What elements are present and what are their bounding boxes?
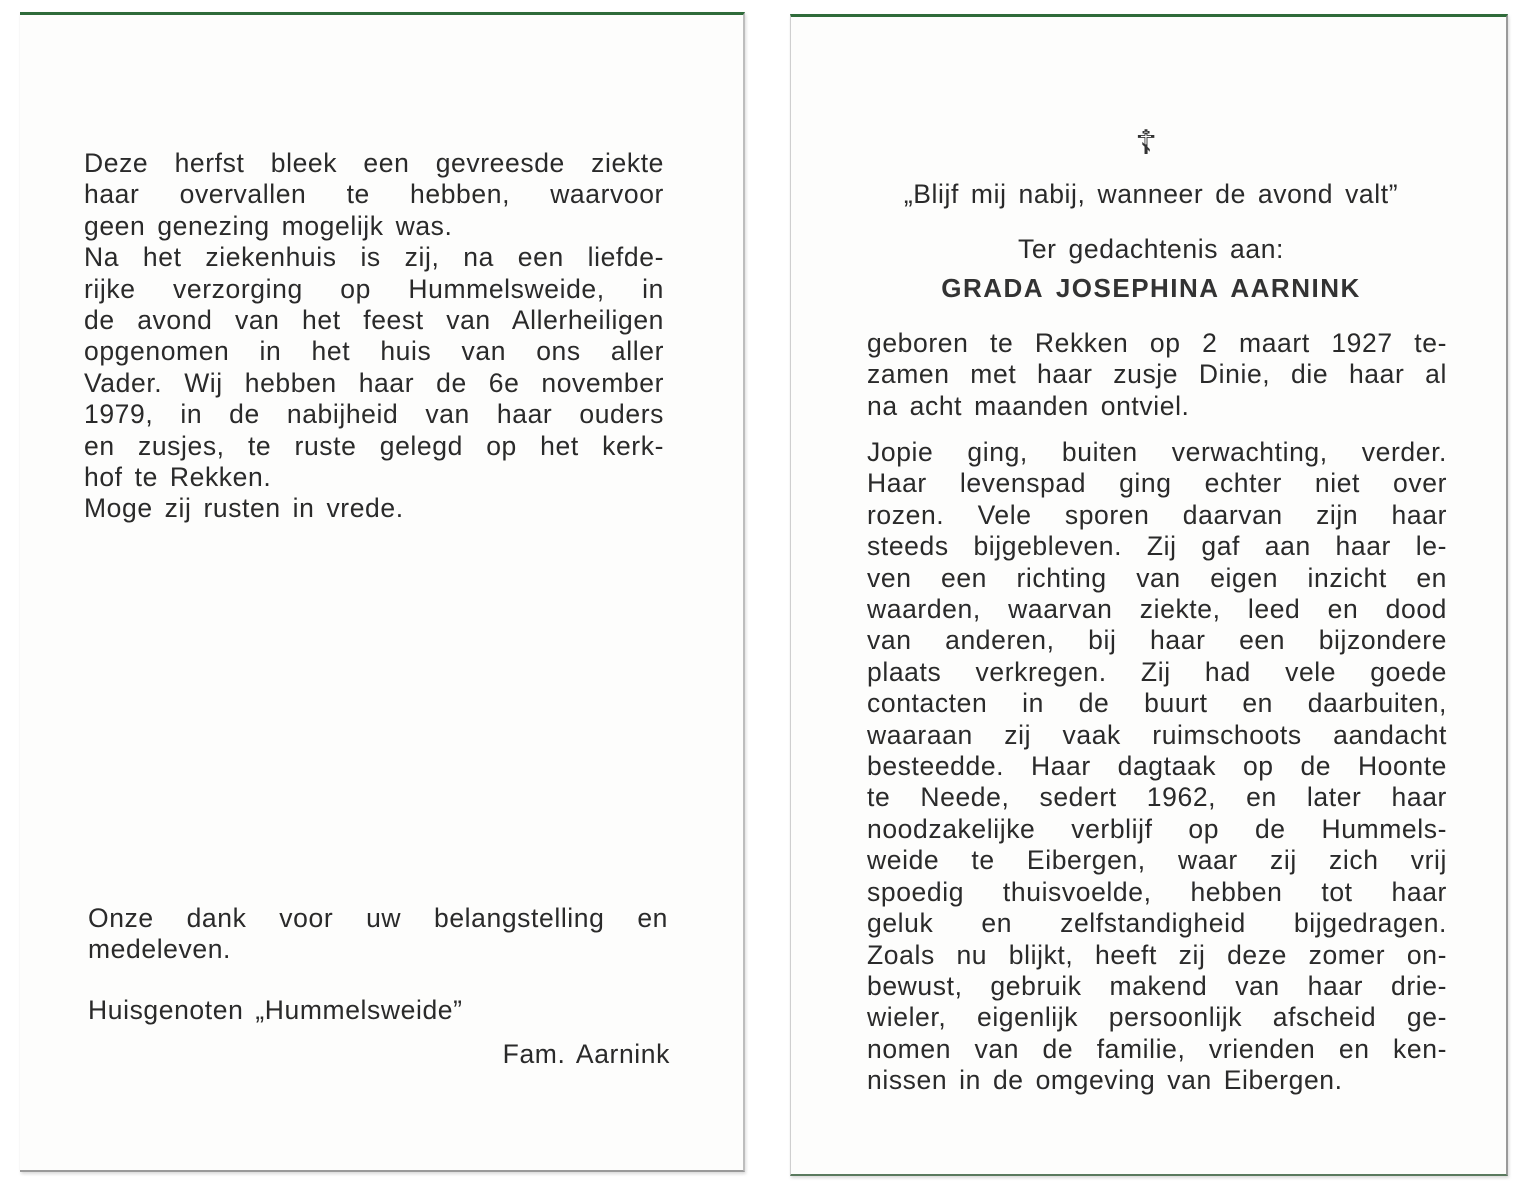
- left-card: [20, 12, 745, 1172]
- text-line: medeleven.: [88, 934, 232, 965]
- text-line: nomen van de familie, vrienden en ken-: [867, 1033, 1447, 1064]
- text-line: Deze herfst bleek een gevreesde ziekte: [84, 148, 664, 178]
- text-line: besteedde. Haar dagtaak op de Hoonte: [867, 751, 1447, 782]
- housemates-text: Huisgenoten „Hummelsweide”: [88, 995, 463, 1025]
- text-line: geen genezing mogelijk was.: [84, 210, 453, 241]
- memorial-heading: Ter gedachtenis aan:: [1017, 234, 1285, 264]
- right-card: [790, 14, 1508, 1176]
- text-line: haar overvallen te hebben, waarvoor: [84, 179, 664, 210]
- text-line: de avond van het feest van Allerheiligen: [84, 305, 664, 336]
- text-line: Moge zij rusten in vrede.: [84, 493, 404, 524]
- text-line: waarden, waarvan ziekte, leed en dood: [867, 594, 1447, 625]
- text-line: Na het ziekenhuis is zij, na een liefde-: [84, 242, 664, 273]
- text-line: plaats verkregen. Zij had vele goede: [867, 656, 1447, 687]
- thanks-text: [88, 903, 668, 966]
- text-line: waaraan zij vaak ruimschoots aandacht: [867, 719, 1447, 750]
- text-line: Jopie ging, buiten verwachting, verder.: [867, 437, 1447, 467]
- text-line: hof te Rekken.: [84, 462, 272, 493]
- text-line: noodzakelijke verblijf op de Hummels-: [867, 813, 1447, 844]
- cross-icon: ☦: [1134, 124, 1158, 162]
- text-line: wieler, eigenlijk persoonlijk afscheid ge-: [867, 1002, 1447, 1033]
- text-line: geluk en zelfstandigheid bijgedragen.: [867, 908, 1447, 939]
- life-text: [867, 437, 1447, 1097]
- text-line: 1979, in de nabijheid van haar ouders: [84, 399, 664, 430]
- text-line: en zusjes, te ruste gelegd op het kerk-: [84, 430, 664, 461]
- quote-text: „Blijf mij nabij, wanneer de avond valt”: [903, 179, 1399, 209]
- text-line: ven een richting van eigen inzicht en: [867, 562, 1447, 593]
- text-line: rijke verzorging op Hummelsweide, in: [84, 273, 664, 304]
- text-line: zamen met haar zusje Dinie, die haar al: [867, 359, 1447, 390]
- text-line: na acht maanden ontviel.: [867, 390, 1190, 421]
- text-line: rozen. Vele sporen daarvan zijn haar: [867, 499, 1447, 530]
- text-line: geboren te Rekken op 2 maart 1927 te-: [867, 328, 1447, 358]
- text-line: Haar levenspad ging echter niet over: [867, 468, 1447, 499]
- text-line: Zoals nu blijkt, heeft zij deze zomer on-: [867, 939, 1447, 970]
- text-line: Vader. Wij hebben haar de 6e november: [84, 367, 664, 398]
- text-line: bewust, gebruik makend van haar drie-: [867, 970, 1447, 1001]
- text-line: steeds bijgebleven. Zij gaf aan haar le-: [867, 531, 1447, 562]
- left-body-text: [84, 148, 664, 525]
- text-line: spoedig thuisvoelde, hebben tot haar: [867, 876, 1447, 907]
- text-line: van anderen, bij haar een bijzondere: [867, 625, 1447, 656]
- text-line: nissen in de omgeving van Eibergen.: [867, 1065, 1343, 1096]
- text-line: te Neede, sedert 1962, en later haar: [867, 782, 1447, 813]
- family-signature: Fam. Aarnink: [502, 1039, 670, 1069]
- text-line: weide te Eibergen, waar zij zich vrij: [867, 845, 1447, 876]
- deceased-name: GRADA JOSEPHINA AARNINK: [941, 273, 1361, 303]
- text-line: Onze dank voor uw belangstelling en: [88, 903, 668, 933]
- birth-text: [867, 328, 1447, 422]
- text-line: opgenomen in het huis van ons aller: [84, 336, 664, 367]
- text-line: contacten in de buurt en daarbuiten,: [867, 688, 1447, 719]
